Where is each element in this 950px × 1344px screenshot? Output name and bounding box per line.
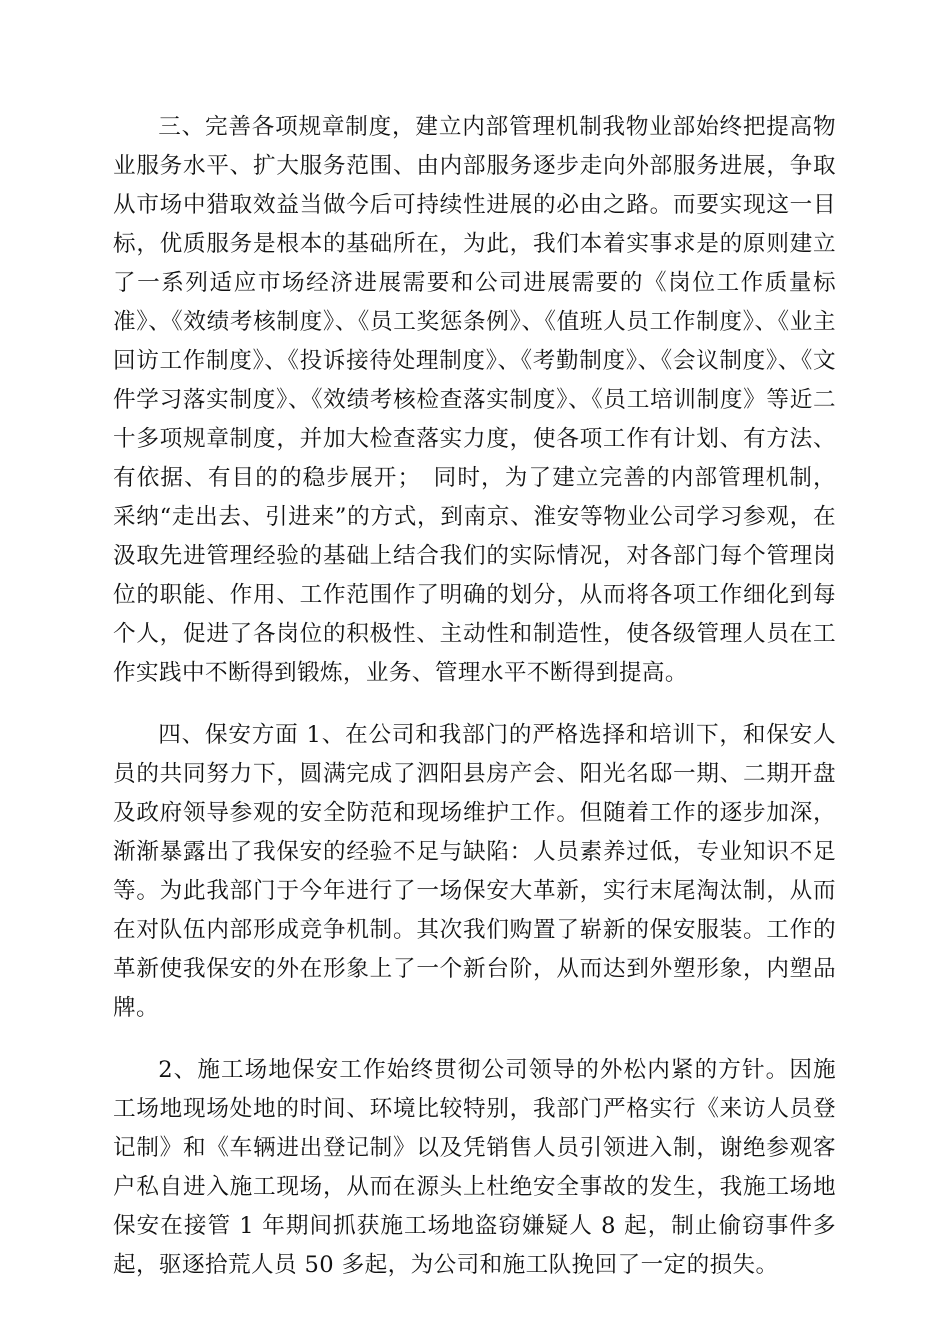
paragraph-regulations: 三、完善各项规章制度，建立内部管理机制我物业部始终把提高物业服务水平、扩大服务范围、由内部服务逐步走向外部服务进展，争取从市场中猎取效益当做今后可持续性进展的必由之路。而要实现这一目标，优质服务是根本的基础所在，为此，我们本着实事求是的原则建立了一系列适应市场经济进展需要和公司进展需要的《岗位工作质量标准》、《效绩考核制度》、《员工奖惩条例》、《值班人员工作制度》、《业主回访工作制度》、《投诉接待处理制度》、《考勤制度》、《会议制度》、《文件学习落实制度》、《效绩考核检查落实制度》、《员工培训制度》等近二十多项规章制度，并加大检查落实力度，使各项工作有计划、有方法、有依据、有目的的稳步展开； 同时，为了建立完善的内部管理机制，采纳“走出去、引进来”的方式，到南京、淮安等物业公司学习参观，在汲取先进管理经验的基础上结合我们的实际情况，对各部门每个管理岗位的职能、作用、工作范围作了明确的划分，从而将各项工作细化到每个人，促进了各岗位的积极性、主动性和制造性，使各级管理人员在工作实践中不断得到锻炼，业务、管理水平不断得到提高。 bbox=[113, 114, 836, 686]
document-body bbox=[113, 108, 836, 1285]
paragraph-construction-site-security: 2、施工场地保安工作始终贯彻公司领导的外松内紧的方针。因施工场地现场处地的时间、环境比较特别，我部门严格实行《来访人员登记制》和《车辆进出登记制》以及凭销售人员引领进入制，谢绝参观客户私自进入施工现场，从而在源头上杜绝安全事故的发生，我施工场地保安在接管 1 年期间抓获施工场地盗窃嫌疑人 8 起，制止偷窃事件多起，驱逐拾荒人员 50 多起，为公司和施工队挽回了一定的损失。 bbox=[113, 1057, 836, 1278]
paragraph-security-overview: 四、保安方面 1、在公司和我部门的严格选择和培训下，和保安人员的共同努力下，圆满完成了泗阳县房产会、阳光名邸一期、二期开盘及政府领导参观的安全防范和现场维护工作。但随着工作的逐步加深，渐渐暴露出了我保安的经验不足与缺陷：人员素养过低，专业知识不足等。为此我部门于今年进行了一场保安大革新，实行末尾淘汰制，从而在对队伍内部形成竞争机制。其次我们购置了崭新的保安服装。工作的革新使我保安的外在形象上了一个新台阶，从而达到外塑形象，内塑品牌。 bbox=[113, 722, 836, 1021]
